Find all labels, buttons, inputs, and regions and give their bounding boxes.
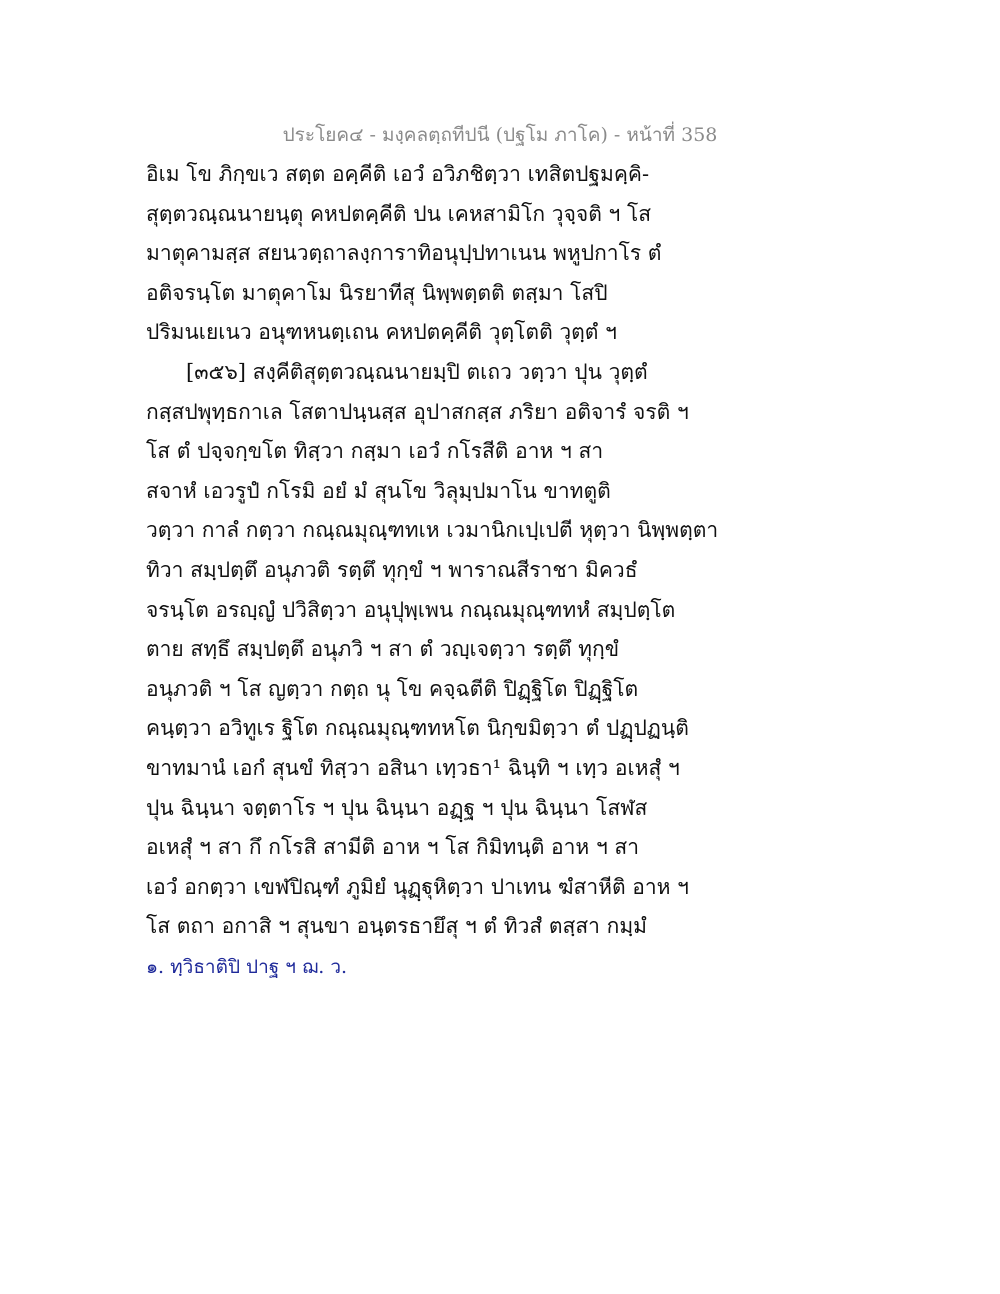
text-line: กสฺสปพุทฺธกาเล โสตาปนฺนสฺส อุปาสกสฺส ภริยา อติจารํ จรติ ฯ — [146, 399, 689, 424]
body-text — [146, 155, 719, 947]
text-line: จรนฺโต อรญฺญํ ปวิสิตฺวา อนุปุพฺเพน กณฺณมุณฺฑทหํ สมฺปตฺโต — [146, 597, 676, 622]
paragraph-start-line: [๓๕๖] สงฺคีติสุตฺตวณฺณนายมฺปิ ตเถว วตฺวา ปุน วุตฺตํ — [186, 359, 648, 384]
text-line: ตาย สทฺธึ สมฺปตฺตึ อนุภวิ ฯ สา ตํ วญฺเจตฺวา รตฺตึ ทุกฺขํ — [146, 637, 620, 662]
text-line: โส ตํ ปจฺจกฺขโต ทิสฺวา กสฺมา เอวํ กโรสีติ อาห ฯ สา — [146, 439, 604, 464]
text-line: คนฺตฺวา อวิทูเร ฐิโต กณฺณมุณฺฑทหโต นิกฺขมิตฺวา ตํ ปฏฺปฏนฺติ — [146, 716, 689, 741]
text-line: มาตุคามสฺส สยนวตฺถาลงฺการาทิอนุปฺปทาเนน พหูปกาโร ตํ — [146, 241, 662, 266]
text-line: โส ตถา อกาสิ ฯ สุนขา อนฺตรธายึสุ ฯ ตํ ทิวสํ ตสฺสา กมฺมํ — [146, 914, 648, 939]
text-line: สุตฺตวณฺณนายนฺตุ คหปตคฺคีติ ปน เคหสามิโก วุจฺจติ ฯ โส — [146, 201, 652, 226]
text-line: ขาทมานํ เอกํ สุนขํ ทิสฺวา อสินา เทฺวธา¹ ฉินฺทิ ฯ เทฺว อเหสุํ ฯ — [146, 755, 680, 780]
text-line: ทิวา สมฺปตฺตึ อนุภวติ รตฺตึ ทุกฺขํ ฯ พาราณสีราชา มิควธํ — [146, 557, 638, 582]
text-line: อเหสุํ ฯ สา กึ กโรสิ สามีติ อาห ฯ โส กิมิทนฺติ อาห ฯ สา — [146, 835, 640, 860]
text-line: ปุน ฉินฺนา จตฺตาโร ฯ ปุน ฉินฺนา อฏฺฐ ฯ ปุน ฉินฺนา โสฬส — [146, 795, 648, 820]
text-line: สจาหํ เอวรูปํ กโรมิ อยํ มํ สุนโข วิลุมฺปมาโน ขาทตูติ — [146, 478, 611, 503]
text-line: ปริมนเยเนว อนุฑหนตฺเถน คหปตคฺคีติ วุตฺโตติ วุตฺตํ ฯ — [146, 320, 617, 345]
page-header: ประโยค๔ - มงฺคลตฺถทีปนี (ปฐโม ภาโค) - หน้าที่ 358 — [282, 124, 718, 146]
text-line: อติจรนฺโต มาตุคาโม นิรยาทีสุ นิพฺพตฺตติ ตสฺมา โสปิ — [146, 280, 608, 305]
text-line: อิเม โข ภิกฺขเว สตฺต อคฺคีติ เอวํ อวิภชิตฺวา เทสิตปฐมคฺคิ- — [146, 162, 650, 186]
text-line: วตฺวา กาลํ กตฺวา กณฺณมุณฺฑทเห เวมานิกเปฺเปตี หุตฺวา นิพฺพตฺตา — [146, 518, 719, 543]
text-line: อนุภวติ ฯ โส ญตฺวา กตฺถ นุ โข คจฺฉตีติ ปิฏฺฐิโต ปิฏฺฐิโต — [146, 676, 639, 701]
footnote: ๑. ทฺวิธาติปิ ปาฐ ฯ ฌ. ว. — [146, 956, 348, 978]
text-line: เอวํ อกตฺวา เขฬปิณฺฑํ ภูมิยํ นุฏฺฐุหิตฺวา ปาเทน ฆํสาหีติ อาห ฯ — [146, 874, 689, 899]
